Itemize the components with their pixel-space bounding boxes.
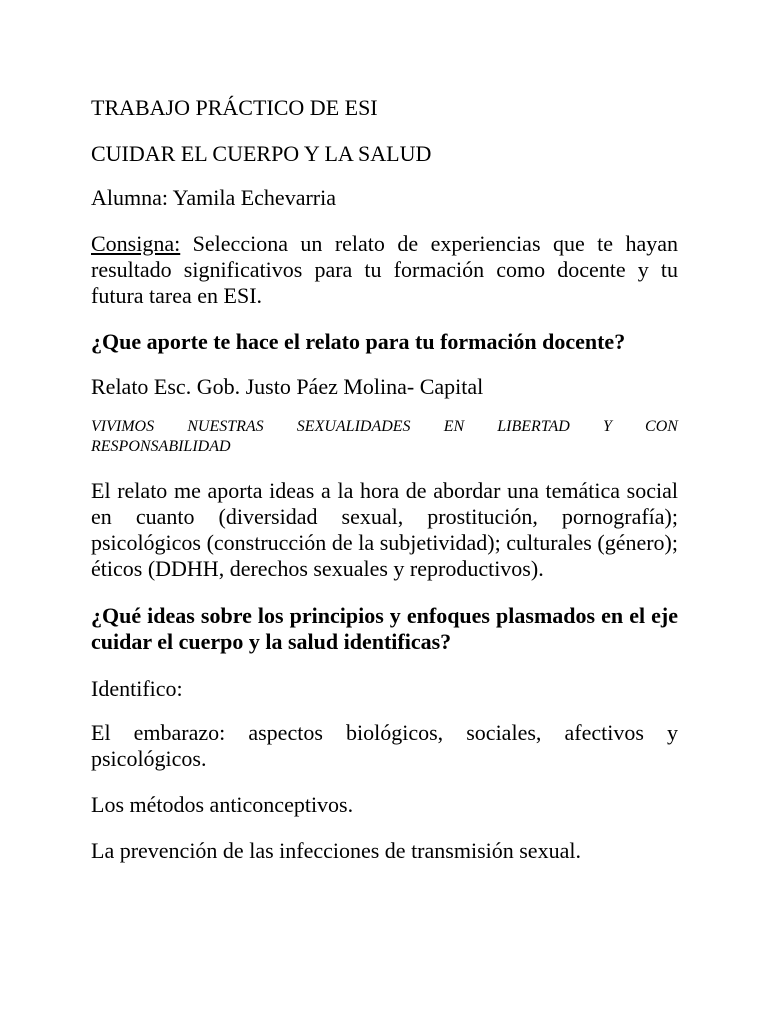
story-reference: Relato Esc. Gob. Justo Páez Molina- Capital [91, 374, 484, 399]
story-title-word: LIBERTAD [497, 418, 570, 435]
document-subtitle: CUIDAR EL CUERPO Y LA SALUD [91, 141, 432, 166]
list-item: Los métodos anticonceptivos. [91, 792, 354, 817]
story-title-line-1 [91, 417, 678, 437]
story-title-word: VIVIMOS [91, 418, 155, 435]
identifico-label: Identifico: [91, 676, 183, 701]
story-title-word: CON [645, 418, 678, 435]
instruction-text: Selecciona un relato de experiencias que te hayan resultado significativos para tu formación como docente y tu futura tarea en ESI. [91, 231, 678, 308]
story-title-word: Y [602, 418, 612, 435]
instruction-paragraph [91, 231, 678, 309]
story-title [91, 417, 678, 457]
student-name: Alumna: Yamila Echevarria [91, 185, 336, 210]
document-title: TRABAJO PRÁCTICO DE ESI [91, 95, 378, 120]
list-item: El embarazo: aspectos biológicos, sociales, afectivos y psicológicos. [91, 720, 678, 771]
story-title-word: EN [443, 418, 465, 435]
instruction-label: Consigna: [91, 231, 181, 256]
answer-1: El relato me aporta ideas a la hora de abordar una temática social en cuanto (diversidad sexual, prostitución, pornografía); psicológicos (construcción de la subjetividad); culturales (género); éticos (DDHH, derechos sexuales y reproductivos). [91, 478, 678, 581]
story-title-line-2: RESPONSABILIDAD [91, 438, 231, 455]
question-2: ¿Qué ideas sobre los principios y enfoques plasmados en el eje cuidar el cuerpo y la salud identificas? [91, 603, 678, 654]
question-1: ¿Que aporte te hace el relato para tu formación docente? [91, 329, 626, 354]
story-title-word: NUESTRAS [187, 418, 264, 435]
list-item: La prevención de las infecciones de transmisión sexual. [91, 838, 581, 863]
story-title-word: SEXUALIDADES [296, 418, 411, 435]
